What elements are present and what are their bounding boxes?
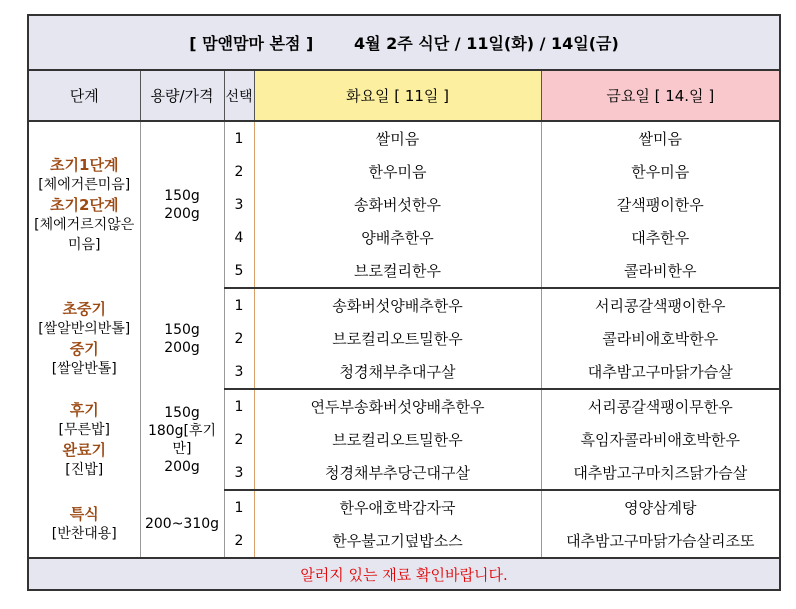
- volume-value: 200~310g: [144, 515, 220, 532]
- select-number: 1: [224, 490, 254, 524]
- friday-dish: 한우미음: [541, 155, 780, 188]
- stage-name: 초기2단계: [50, 196, 119, 214]
- friday-dish: 영양삼계탕: [541, 490, 780, 524]
- header-select: 선택: [224, 70, 254, 121]
- tuesday-dish: 쌀미음: [254, 121, 541, 155]
- stage-description: [쌀알반톨]: [51, 360, 117, 377]
- volume-value: 150g: [164, 188, 200, 204]
- allergy-notice: 알러지 있는 재료 확인바랍니다.: [28, 558, 780, 590]
- friday-dish: 서리콩갈색팽이무한우: [541, 389, 780, 423]
- tuesday-dish: 브로컬리한우: [254, 254, 541, 288]
- stage-name: 중기: [69, 339, 99, 358]
- store-name: [ 맘앤맘마 본점 ]: [189, 34, 314, 53]
- tuesday-dish: 한우애호박감자국: [254, 490, 541, 524]
- table-row: [28, 490, 780, 524]
- select-number: 2: [224, 322, 254, 355]
- volume-value: 180g[후기만]: [147, 422, 217, 457]
- header-tuesday: 화요일 [ 11일 ]: [254, 70, 541, 121]
- stage-cell: [28, 389, 140, 490]
- stage-description: [진밥]: [65, 461, 104, 478]
- tuesday-dish: 양배추한우: [254, 221, 541, 254]
- stage-description: [체에거른미음]: [38, 177, 131, 193]
- week-label: 4월 2주 식단 / 11일(화) / 14일(금): [353, 34, 619, 53]
- select-number: 2: [224, 155, 254, 188]
- header-friday: 금요일 [ 14.일 ]: [541, 70, 780, 121]
- volume-cell: [140, 121, 224, 288]
- tuesday-dish: 브로컬리오트밀한우: [254, 423, 541, 456]
- stage-description: [무른밥]: [58, 421, 110, 438]
- table-row: [28, 288, 780, 322]
- stage-name: 초중기: [62, 299, 106, 318]
- select-number: 2: [224, 423, 254, 456]
- stage-name: 후기: [69, 400, 99, 419]
- tuesday-dish: 브로컬리오트밀한우: [254, 322, 541, 355]
- friday-dish: 대추밤고구마치즈닭가슴살: [541, 456, 780, 490]
- friday-dish: 대추밤고구마닭가슴살: [541, 355, 780, 389]
- volume-cell: [140, 490, 224, 558]
- menu-table: [27, 14, 781, 591]
- select-number: 2: [224, 524, 254, 558]
- volume-value: 150g: [164, 404, 200, 421]
- tuesday-dish: 송화버섯한우: [254, 188, 541, 221]
- friday-dish: 대추밤고구마닭가슴살리조또: [541, 524, 780, 558]
- select-number: 4: [224, 221, 254, 254]
- volume-value: 200g: [164, 206, 200, 222]
- friday-dish: 콜라비애호박한우: [541, 322, 780, 355]
- table-row: [28, 389, 780, 423]
- stage-cell: [28, 121, 140, 288]
- header-volume-price: 용량/가격: [140, 70, 224, 121]
- select-number: 3: [224, 456, 254, 490]
- stage-cell: [28, 490, 140, 558]
- tuesday-dish: 청경채부추당근대구살: [254, 456, 541, 490]
- tuesday-dish: 청경채부추대구살: [254, 355, 541, 389]
- page-title: [28, 15, 780, 70]
- friday-dish: 갈색팽이한우: [541, 188, 780, 221]
- stage-name: 초기1단계: [50, 156, 119, 174]
- menu-body: [28, 121, 780, 558]
- volume-cell: [140, 288, 224, 389]
- tuesday-dish: 송화버섯양배추한우: [254, 288, 541, 322]
- select-number: 1: [224, 121, 254, 155]
- tuesday-dish: 연두부송화버섯양배추한우: [254, 389, 541, 423]
- header-stage: 단계: [28, 70, 140, 121]
- column-header-row: [28, 70, 780, 121]
- friday-dish: 흑임자콜라비애호박한우: [541, 423, 780, 456]
- volume-cell: [140, 389, 224, 490]
- friday-dish: 대추한우: [541, 221, 780, 254]
- select-number: 1: [224, 389, 254, 423]
- volume-value: 150g: [164, 321, 200, 338]
- friday-dish: 쌀미음: [541, 121, 780, 155]
- select-number: 5: [224, 254, 254, 288]
- friday-dish: 서리콩갈색팽이한우: [541, 288, 780, 322]
- stage-name: 특식: [69, 504, 99, 523]
- select-number: 3: [224, 355, 254, 389]
- stage-description: [체에거르지않은미음]: [34, 217, 135, 253]
- tuesday-dish: 한우불고기덮밥소스: [254, 524, 541, 558]
- table-row: [28, 121, 780, 155]
- volume-value: 200g: [164, 339, 200, 356]
- stage-description: [쌀알반의반톨]: [38, 320, 131, 337]
- stage-description: [반찬대용]: [51, 525, 117, 542]
- tuesday-dish: 한우미음: [254, 155, 541, 188]
- select-number: 3: [224, 188, 254, 221]
- stage-name: 완료기: [62, 440, 106, 459]
- volume-value: 200g: [164, 458, 200, 475]
- friday-dish: 콜라비한우: [541, 254, 780, 288]
- select-number: 1: [224, 288, 254, 322]
- stage-cell: [28, 288, 140, 389]
